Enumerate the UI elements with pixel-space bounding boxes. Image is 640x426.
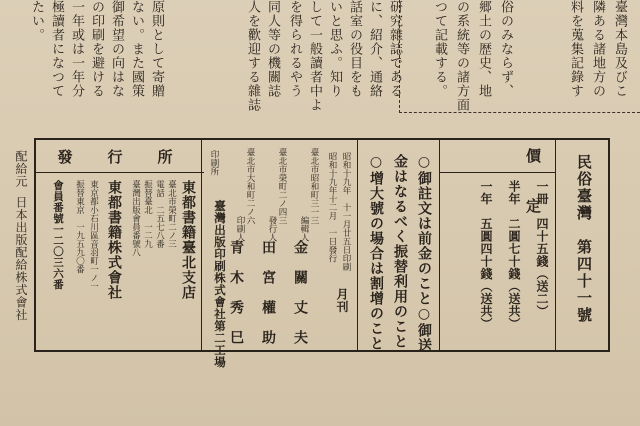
colophon-box: [34, 138, 610, 368]
divider: [36, 172, 204, 173]
article-line: 郷土の歴史、地: [476, 0, 491, 98]
publisher-branch-transfer: 振替臺北 一二九: [142, 180, 153, 248]
printer-person-name: 青 木 秀 巳: [228, 240, 244, 345]
article-line: 臺灣本島及びこ: [612, 0, 627, 98]
price-row: 一年 五圓四十錢（送共）: [479, 180, 493, 330]
divider: [439, 140, 440, 350]
article-line: 人を歡迎する雜誌: [245, 0, 260, 112]
publisher-person-name: 田 宮 權 助: [260, 240, 276, 345]
publish-date: 昭和十九年十二月 一日發行: [327, 152, 337, 263]
publisher-main-name: 東都書籍株式會社: [106, 180, 122, 300]
article-line: 料を蒐集記錄す: [568, 0, 583, 98]
editor-name: 金 關 丈 夫: [292, 240, 308, 345]
distributor-name: 日本出版配給株式會社: [14, 196, 28, 321]
printer-person-role: 印刷人: [235, 216, 245, 242]
publisher-person-address: 臺北市榮町二ノ四三: [277, 148, 287, 225]
price-row: 半年 二圓七十錢（送共）: [507, 180, 521, 330]
article-line: 御希望の向はな: [109, 0, 124, 98]
print-date: 昭和十九年 十一月廿五日印刷: [341, 152, 351, 271]
article-line: して一般讀者中よ: [307, 0, 322, 112]
editor-address: 臺北市昭和町三一三: [309, 148, 319, 225]
publisher-heading-cell: [36, 140, 204, 172]
editor-role: 編輯人: [299, 216, 309, 242]
article-line: 話室の役目をも: [347, 0, 362, 98]
distributor-role: 配給元: [14, 150, 28, 188]
article-line: の系統等の諸方面: [454, 0, 469, 112]
publisher-main-transfer: 振替東京 一九五九〇番: [74, 180, 85, 274]
notice-line: 金はなるべく振替利用のこと: [392, 154, 408, 349]
publisher-branch-name: 東都書籍臺北支店: [180, 180, 196, 300]
article-line: 俗のみならず、: [498, 0, 513, 98]
publisher-main-member: 會員番號一二〇三六番: [52, 180, 64, 290]
article-line: 原則として寄贈: [149, 0, 164, 98]
publisher-branch-member: 臺灣出版會員番號八: [130, 180, 141, 257]
article-line: ない。また國策: [129, 0, 144, 98]
magazine-title: 民俗臺灣 第四十一號: [575, 154, 593, 324]
printer-shop-role: 印刷所: [209, 150, 219, 176]
publisher-branch-tel: 電話 二五七八番: [154, 180, 165, 248]
publisher-branch-address: 臺北市榮町二ノ三: [166, 180, 177, 248]
article-line: の印刷を避ける: [89, 0, 104, 98]
printer-shop-name: 臺灣出版印刷株式會社第二工場: [213, 200, 227, 368]
article-line: いと思ふ。知り: [327, 0, 342, 98]
article-line: を得られるやう: [287, 0, 302, 98]
article-line: 研究雜誌である: [387, 0, 402, 98]
article-line: に、紹介、通絡: [367, 0, 382, 98]
notice-line: ○增大號の場合は割增のこと: [368, 154, 384, 351]
article-line: 隣ある諸地方の: [590, 0, 605, 98]
divider: [357, 140, 358, 350]
article-line: 極讀者になつて: [49, 0, 64, 98]
printer-person-address: 臺北市大和町二ノ六: [245, 148, 255, 225]
article-line: 一年或は一年分: [69, 0, 84, 98]
article-line: たい。: [29, 0, 44, 42]
article-line: 同人等の機關誌: [265, 0, 280, 98]
publisher-person-role: 發行人: [267, 216, 277, 242]
divider: [440, 172, 556, 173]
price-row: 一冊 四十五錢（送二）: [535, 180, 549, 318]
notice-line: ○御註文は前金のこと○御送: [416, 154, 432, 353]
publisher-main-address: 東京都小石川區音羽町一ノ一: [88, 180, 99, 291]
frequency: 月刊: [335, 288, 349, 313]
publisher-heading: 發 行 所: [57, 147, 183, 166]
article-line: つて記載する。: [432, 0, 447, 98]
price-heading: 價 定: [524, 148, 542, 223]
